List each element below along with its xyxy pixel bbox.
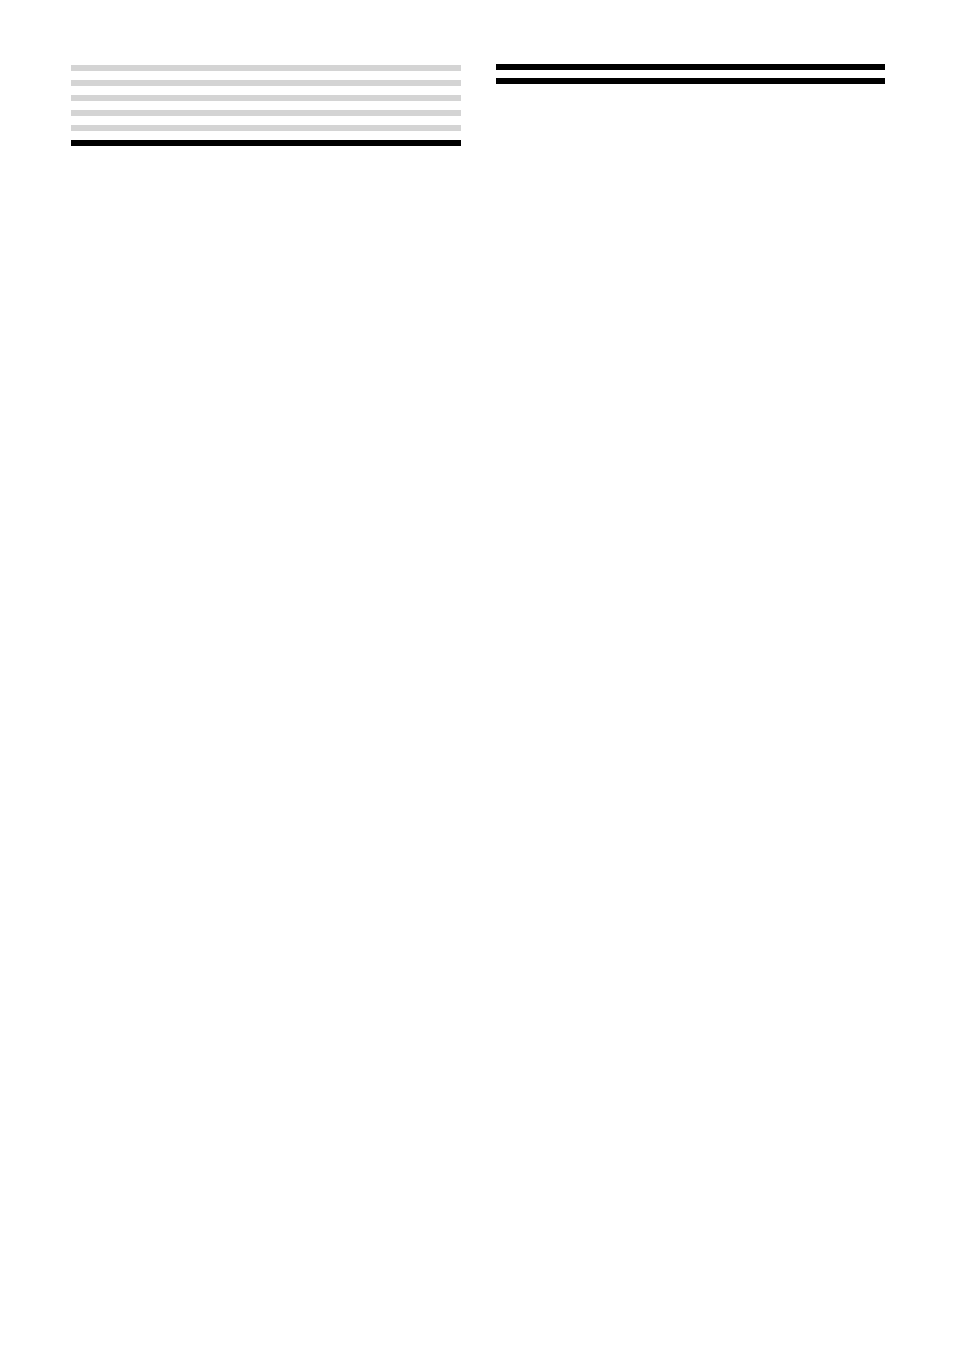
heading-semi-auto-not-working <box>71 95 461 101</box>
heading-warranty <box>496 64 885 70</box>
heading-auto-shutoff <box>71 80 461 86</box>
heading-disposal <box>71 140 461 146</box>
heading-dust <box>71 65 461 71</box>
left-column <box>71 57 461 153</box>
heading-semi-auto-not-off <box>71 110 461 116</box>
right-column <box>496 64 885 92</box>
heading-semi-auto-not-on <box>71 125 461 131</box>
heading-accessories <box>496 78 885 84</box>
